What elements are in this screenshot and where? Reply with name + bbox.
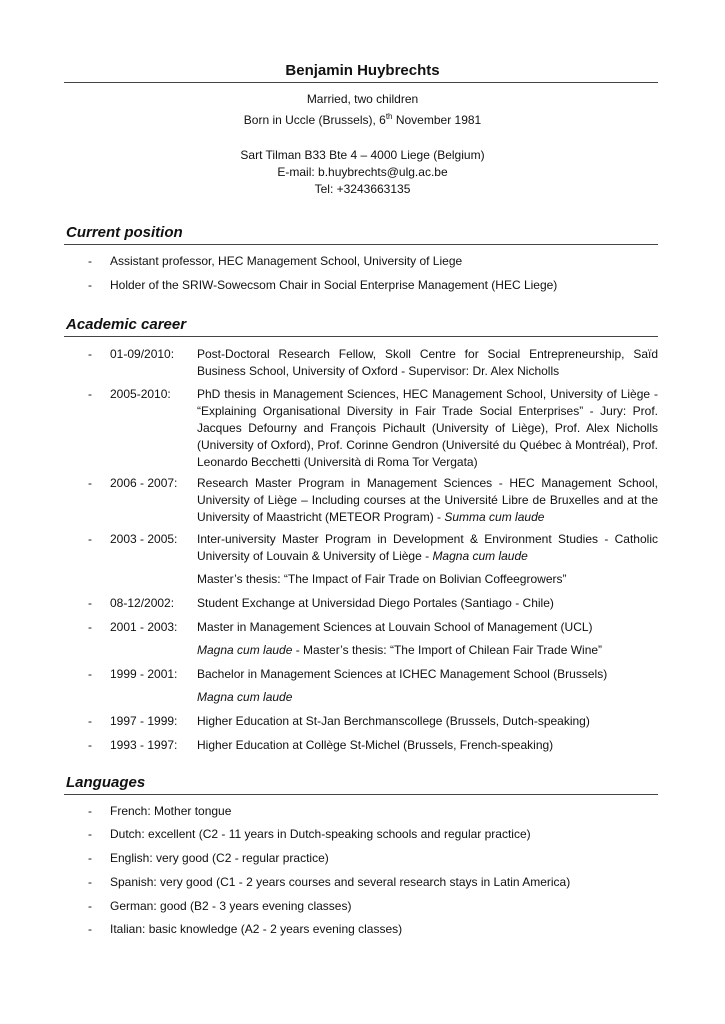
section-divider [64, 244, 658, 245]
career-date: 08-12/2002: [110, 596, 175, 610]
bullet-dash: - [88, 347, 92, 361]
bullet-dash: - [88, 875, 92, 889]
career-description: Higher Education at Collège St-Michel (Brussels, French-speaking) [197, 738, 554, 752]
birth-info [0, 108, 725, 129]
career-description [197, 475, 658, 526]
list-item-text: Italian: basic knowledge (A2 - 2 years evening classes) [110, 922, 403, 936]
bullet-dash: - [88, 596, 92, 610]
career-description: Post-Doctoral Research Fellow, Skoll Centre for Social Entrepreneurship, Saïd Business School, University of Oxford - Supervisor: Dr. Alex Nicholls [197, 347, 658, 378]
bullet-dash: - [88, 827, 92, 841]
list-item-text: Assistant professor, HEC Management School, University of Liege [110, 254, 463, 268]
career-date: 2001 - 2003: [110, 620, 178, 634]
email: E-mail: b.huybrechts@ulg.ac.be [277, 165, 448, 179]
career-description: Higher Education at St-Jan Berchmanscollege (Brussels, Dutch-speaking) [197, 714, 590, 728]
list-item-text: Dutch: excellent (C2 - 11 years in Dutch-speaking schools and regular practice) [110, 827, 531, 841]
career-note-detail: - Master’s thesis: “The Import of Chilean Fair Trade Wine” [292, 643, 603, 657]
bullet-dash: - [88, 278, 92, 292]
section-divider [64, 336, 658, 337]
bullet-dash: - [88, 620, 92, 634]
career-honors: Summa cum laude [444, 510, 545, 524]
cv-name: Benjamin Huybrechts [285, 62, 440, 79]
career-description: Bachelor in Management Sciences at ICHEC Management School (Brussels) [197, 667, 608, 681]
header-divider [64, 82, 658, 83]
bullet-dash: - [88, 851, 92, 865]
career-date: 2005-2010: [110, 387, 171, 401]
bullet-dash: - [88, 532, 92, 546]
career-date: 1999 - 2001: [110, 667, 178, 681]
career-description-text: Inter-university Master Program in Development & Environment Studies - Catholic University of Louvain & University of Liège - [197, 532, 658, 563]
section-title-current-position: Current position [66, 224, 183, 241]
telephone: Tel: +3243663135 [314, 182, 411, 196]
bullet-dash: - [88, 254, 92, 268]
bullet-dash: - [88, 714, 92, 728]
bullet-dash: - [88, 738, 92, 752]
family-status: Married, two children [306, 92, 419, 106]
birth-suffix: November 1981 [392, 113, 482, 127]
career-date: 2006 - 2007: [110, 476, 178, 490]
career-date: 1993 - 1997: [110, 738, 178, 752]
section-divider [64, 794, 658, 795]
career-description: Master in Management Sciences at Louvain School of Management (UCL) [197, 620, 593, 634]
birth-sup: th [385, 112, 393, 121]
career-description: Student Exchange at Universidad Diego Portales (Santiago - Chile) [197, 596, 554, 610]
career-honors: Magna cum laude [197, 690, 293, 704]
list-item-text: Holder of the SRIW-Sowecsom Chair in Social Enterprise Management (HEC Liege) [110, 278, 558, 292]
section-title-academic-career: Academic career [66, 316, 187, 333]
bullet-dash: - [88, 922, 92, 936]
career-description: PhD thesis in Management Sciences, HEC Management School, University of Liège - “Explaining Organisational Diversity in Fair Trade Social Enterprises” - Jury: Prof. Jacques Defourny and François Pichault (University of Liège), Prof. Alex Nicholls (University of Oxford), Prof. Corinne Gendron (Université du Québec à Montréal), Prof. Leonardo Becchetti (Università di Roma Tor Vergata) [197, 387, 658, 469]
list-item-text: English: very good (C2 - regular practice) [110, 851, 329, 865]
list-item-text: German: good (B2 - 3 years evening classes) [110, 899, 352, 913]
career-description [197, 531, 658, 565]
birth-prefix: Born in Uccle (Brussels), 6 [243, 113, 386, 127]
career-note-text: Master’s thesis: “The Impact of Fair Trade on Bolivian Coffeegrowers” [197, 572, 567, 586]
section-title-languages: Languages [66, 774, 146, 791]
career-note-text [197, 642, 658, 659]
bullet-dash: - [88, 899, 92, 913]
career-date: 1997 - 1999: [110, 714, 178, 728]
career-honors: Magna cum laude [197, 643, 293, 657]
bullet-dash: - [88, 804, 92, 818]
list-item-text: French: Mother tongue [110, 804, 232, 818]
bullet-dash: - [88, 387, 92, 401]
list-item-text: Spanish: very good (C1 - 2 years courses and several research stays in Latin America) [110, 875, 571, 889]
career-description-text: Research Master Program in Management Sciences - HEC Management School, University of Liège – Including courses at the Université Libre de Bruxelles and at the University of Maastricht (METEOR Program) - [197, 476, 658, 524]
bullet-dash: - [88, 476, 92, 490]
career-date: 01-09/2010: [110, 347, 175, 361]
career-honors: Magna cum laude [432, 549, 528, 563]
bullet-dash: - [88, 667, 92, 681]
address: Sart Tilman B33 Bte 4 – 4000 Liege (Belgium) [240, 148, 485, 162]
career-date: 2003 - 2005: [110, 532, 178, 546]
